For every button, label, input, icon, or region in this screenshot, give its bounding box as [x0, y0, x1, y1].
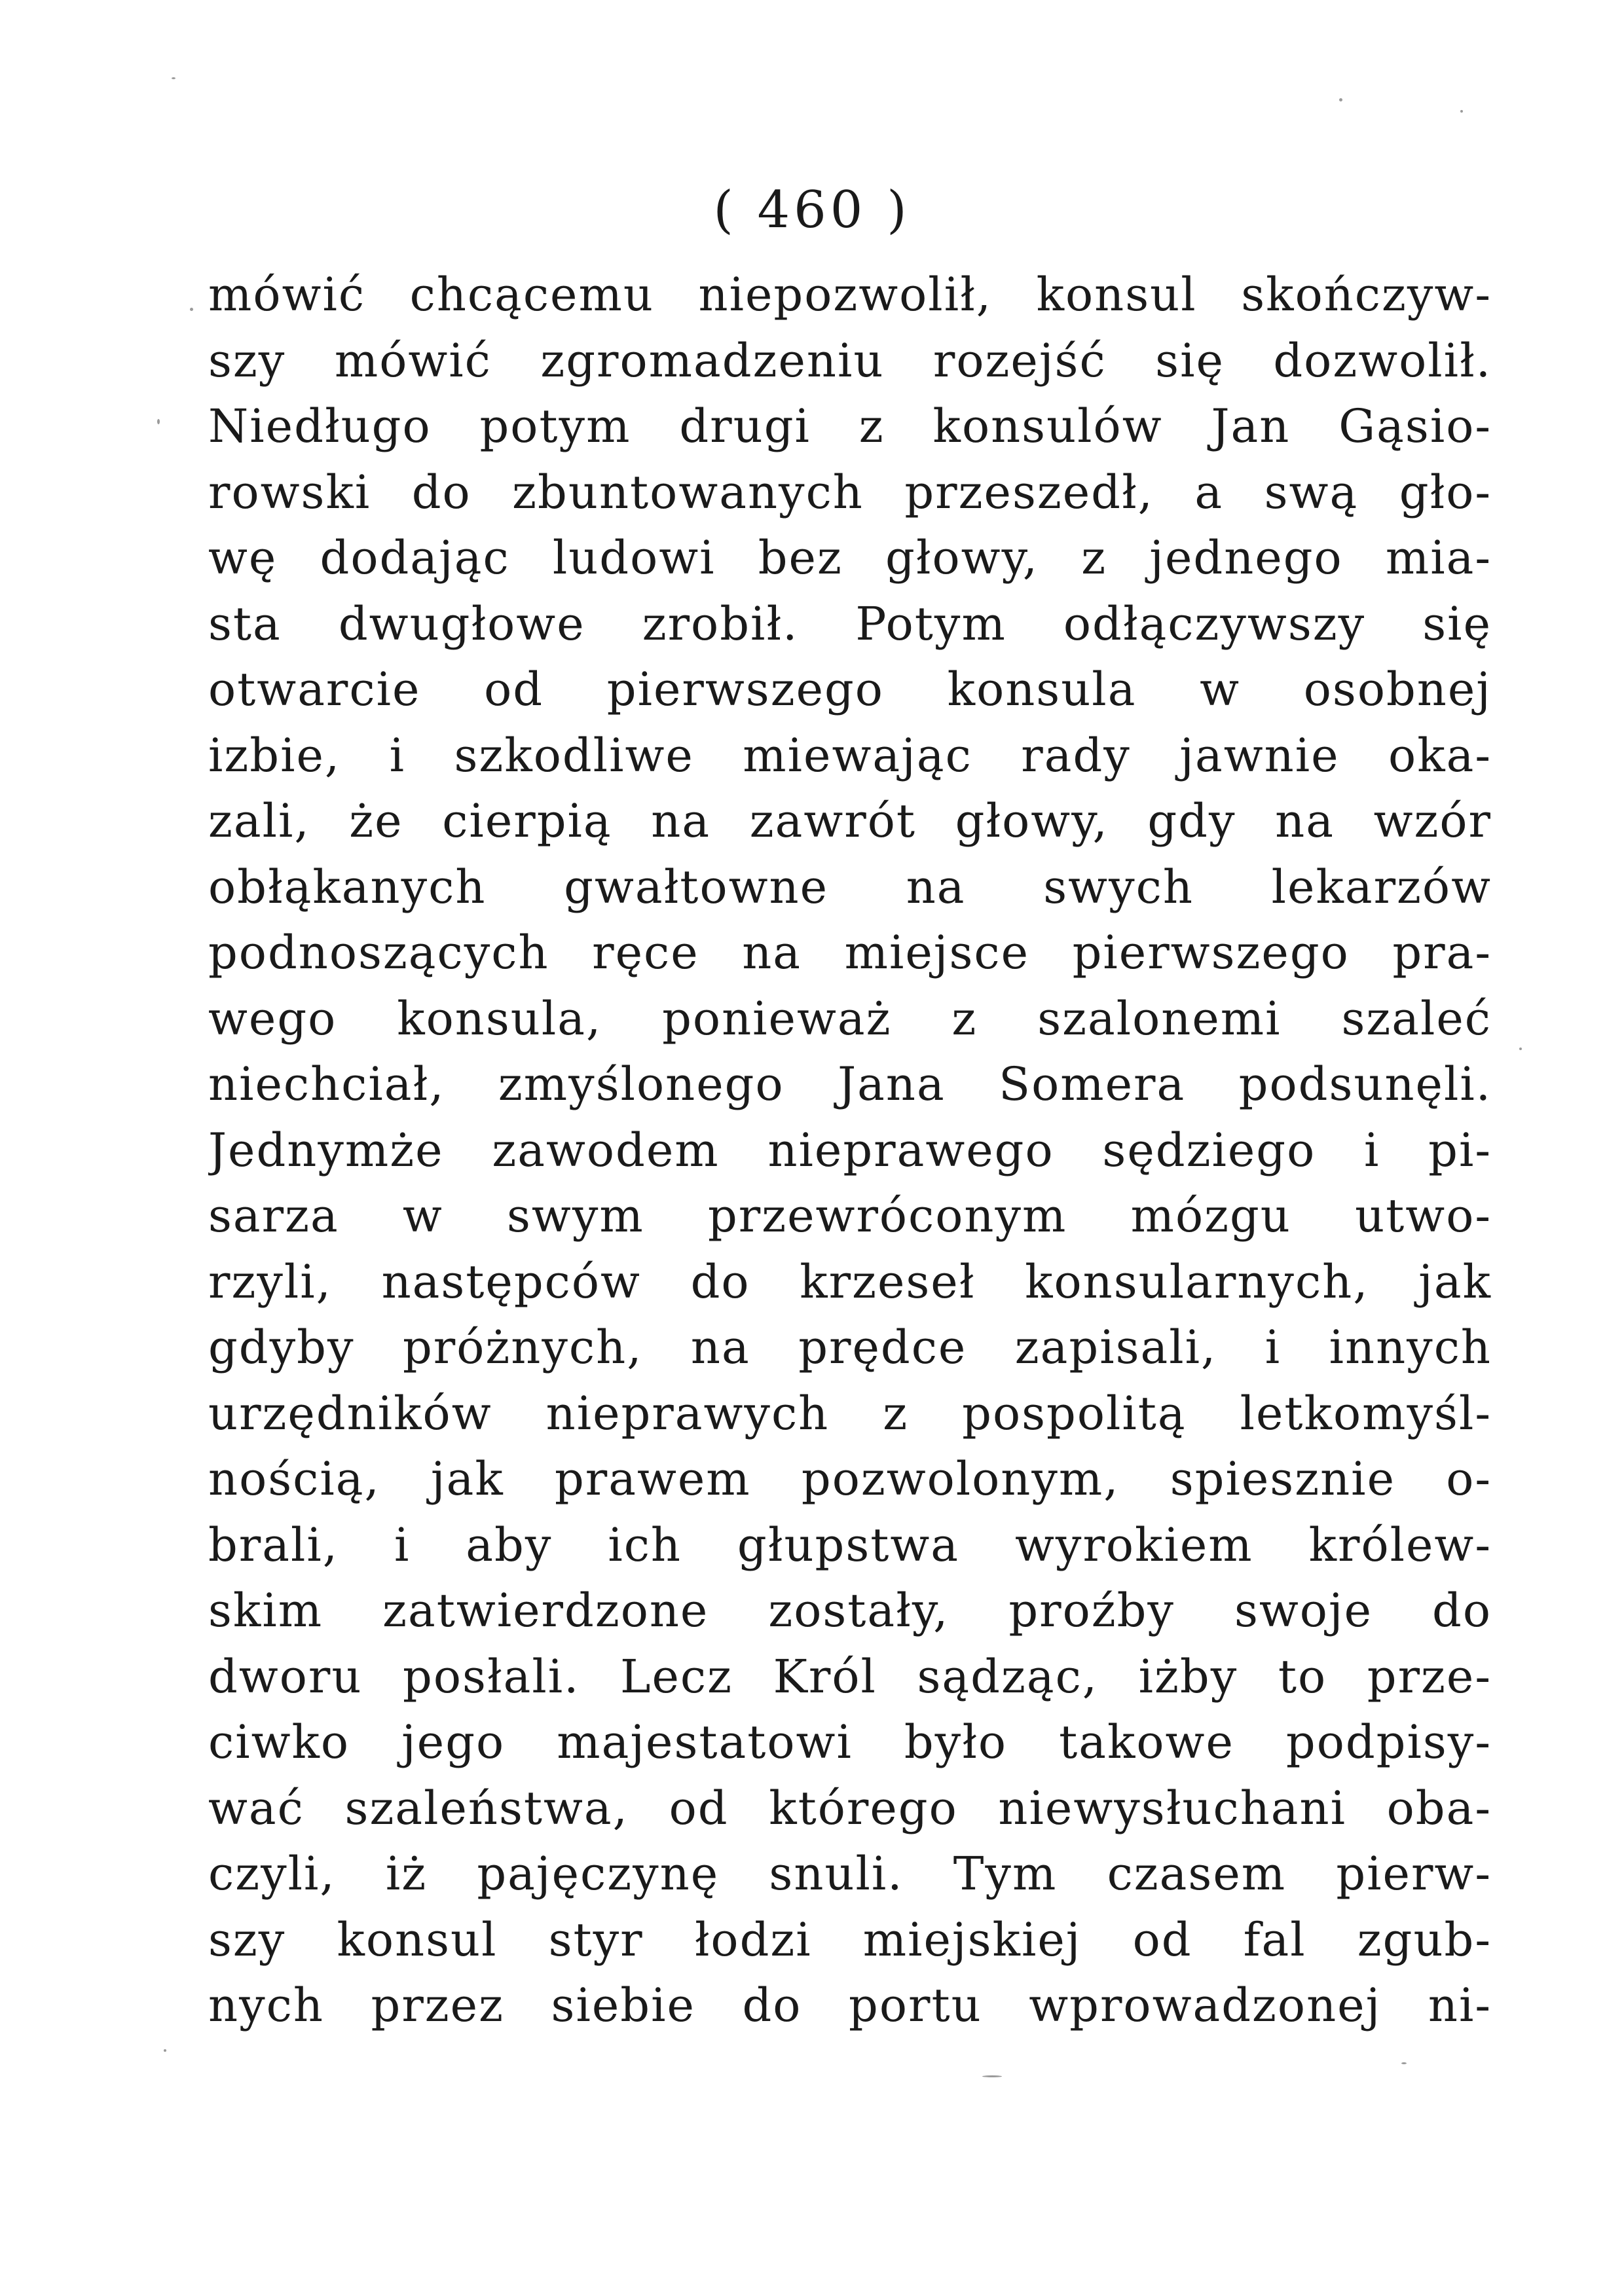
text-line	[208, 854, 1492, 920]
text-line	[208, 1118, 1492, 1184]
text-line-content: mówić chcącemu niepozwolił, konsul skończyw-	[208, 268, 1492, 321]
text-line-content: nych przez siebie do portu wprowadzonej ni-	[208, 1978, 1492, 2032]
text-line-content: niechciał, zmyślonego Jana Somera podsunęli.	[208, 1057, 1492, 1111]
paper-speck	[164, 2049, 166, 2052]
text-line	[208, 1315, 1492, 1381]
text-line-content: zali, że cierpią na zawrót głowy, gdy na wzór	[208, 794, 1492, 848]
text-line-content: rzyli, następców do krzeseł konsularnych, jak	[208, 1254, 1492, 1309]
text-line-content: wego konsula, ponieważ z szalonemi szaleć	[208, 991, 1492, 1046]
text-line-content: szy mówić zgromadzeniu rozejść się dozwolił.	[208, 333, 1492, 388]
page-number: ( 460 )	[713, 181, 911, 240]
text-line	[208, 1381, 1492, 1447]
text-line-content: gdyby próżnych, na prędce zapisali, i innych	[208, 1321, 1492, 1374]
text-line-content: nością, jak prawem pozwolonym, spiesznie o-	[208, 1452, 1492, 1506]
text-line	[208, 1512, 1492, 1578]
text-line	[208, 525, 1492, 591]
text-line-content: szy konsul styr łodzi miejskiej od fal zgub-	[208, 1912, 1492, 1967]
text-line-content: brali, i aby ich głupstwa wyrokiem królew-	[208, 1518, 1492, 1572]
text-line	[208, 723, 1492, 789]
text-line	[208, 986, 1492, 1052]
text-line	[208, 1907, 1492, 1973]
text-line-content: dworu posłali. Lecz Król sądząc, iżby to prze-	[208, 1649, 1492, 1704]
text-line	[208, 1841, 1492, 1907]
text-line-content: rowski do zbuntowanych przeszedł, a swą gło-	[208, 465, 1492, 519]
text-line-content: otwarcie od pierwszego konsula w osobnej	[208, 663, 1492, 716]
text-line-content: wę dodając ludowi bez głowy, z jednego mia-	[208, 531, 1492, 585]
text-line	[208, 1578, 1492, 1644]
text-line	[208, 1051, 1492, 1118]
text-line	[208, 328, 1492, 394]
text-line	[208, 1644, 1492, 1710]
paper-speck	[1339, 98, 1342, 101]
text-line	[208, 1249, 1492, 1315]
text-line-content: sta dwugłowe zrobił. Potym odłączywszy się	[208, 596, 1492, 651]
text-line	[208, 1973, 1492, 2039]
text-line-content: podnoszących ręce na miejsce pierwszego pra-	[208, 926, 1492, 979]
text-line	[208, 657, 1492, 723]
paper-speck	[1460, 110, 1463, 113]
paper-speck	[1401, 2062, 1407, 2064]
text-line	[208, 788, 1492, 854]
paper-speck	[190, 308, 193, 311]
paper-speck	[157, 419, 160, 424]
text-line-content: Niedługo potym drugi z konsulów Jan Gąsio-	[208, 399, 1492, 453]
text-line-content: obłąkanych gwałtowne na swych lekarzów	[208, 860, 1492, 914]
paper-speck	[172, 77, 175, 79]
text-line	[208, 1446, 1492, 1512]
text-line-content: czyli, iż pajęczynę snuli. Tym czasem pierw-	[208, 1847, 1492, 1901]
text-line	[208, 591, 1492, 657]
text-line-content: urzędników nieprawych z pospolitą letkomyśl-	[208, 1386, 1492, 1440]
paper-speck	[982, 2075, 1002, 2077]
text-line-content: skim zatwierdzone zostały, proźby swoje do	[208, 1584, 1492, 1637]
text-line	[208, 262, 1492, 328]
text-line	[208, 1776, 1492, 1842]
text-line	[208, 1709, 1492, 1776]
text-line-content: izbie, i szkodliwe miewając rady jawnie oka-	[208, 728, 1492, 782]
text-line-content: ciwko jego majestatowi było takowe podpisy-	[208, 1715, 1492, 1769]
text-line	[208, 920, 1492, 986]
text-line-content: Jednymże zawodem nieprawego sędziego i pi-	[208, 1123, 1492, 1177]
text-line	[208, 460, 1492, 526]
body-text	[208, 262, 1492, 2039]
text-line	[208, 1183, 1492, 1249]
paper-speck	[1519, 1048, 1522, 1050]
text-line	[208, 393, 1492, 460]
text-line-content: sarza w swym przewróconym mózgu utwo-	[208, 1189, 1492, 1243]
text-line-content: wać szaleństwa, od którego niewysłuchani oba-	[208, 1781, 1492, 1835]
